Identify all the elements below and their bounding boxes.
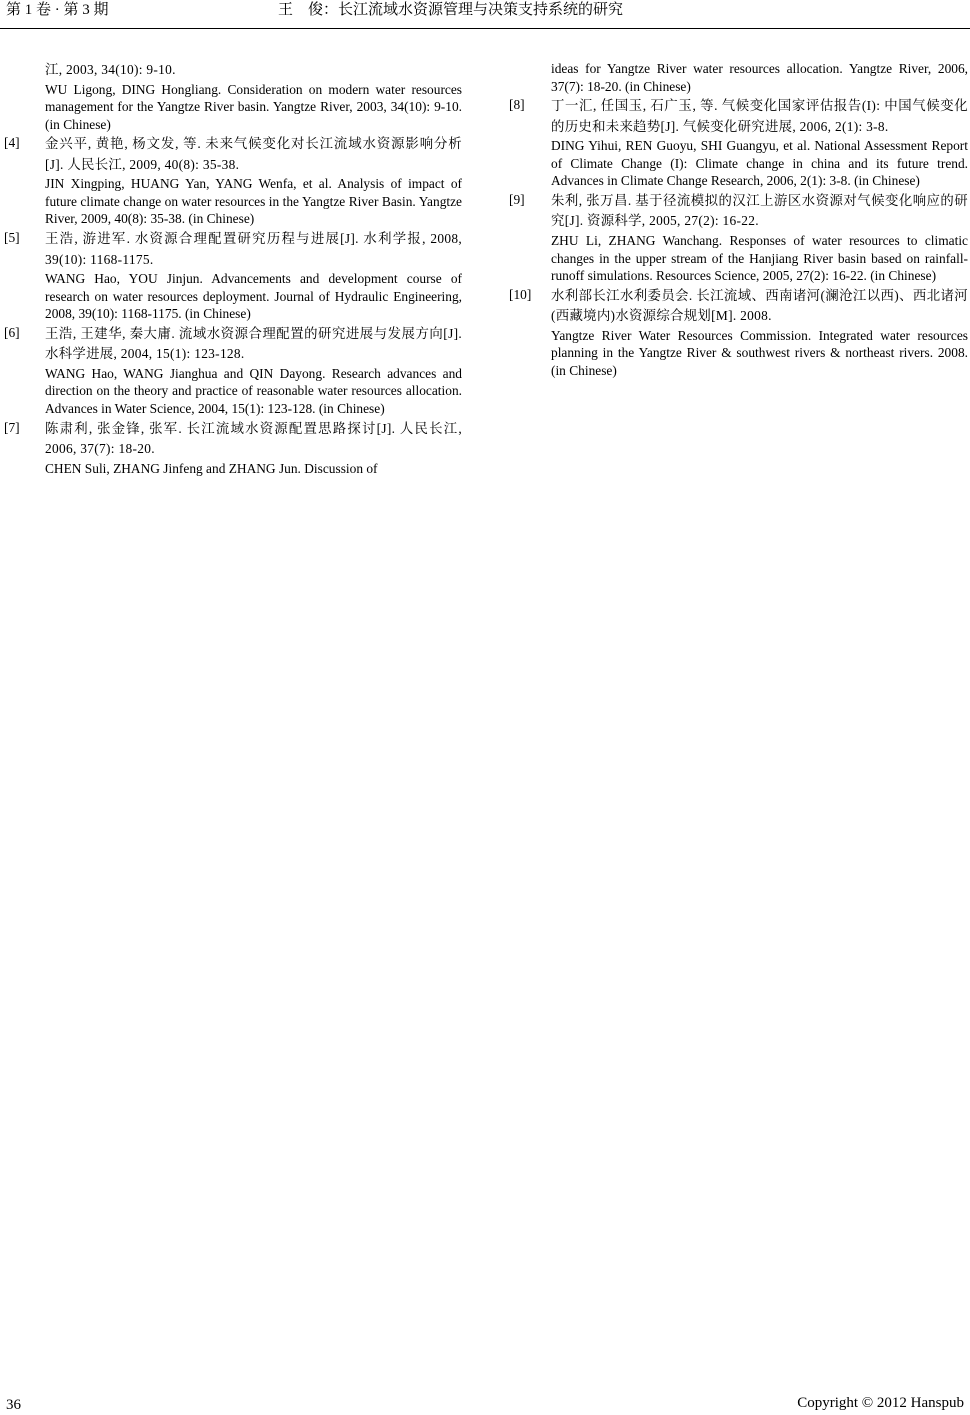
reference-chinese-text: 陈肃利, 张金锋, 张军. 长江流域水资源配置思路探讨[J]. 人民长江, 2006, 37(7): 18-20. bbox=[45, 420, 462, 457]
reference-chinese-text: 朱利, 张万昌. 基于径流模拟的汉江上游区水资源对气候变化响应的研究[J]. 资源科学, 2005, 27(2): 16-22. bbox=[551, 192, 968, 229]
reference-number: [5] bbox=[4, 230, 20, 246]
reference-english-text: DING Yihui, REN Guoyu, SHI Guangyu, et al. National Assessment Report of Climate Change (I): Climate change in china and its future trend. Advances in Climate Change Research, 2006, 2(1): 3-8. (in Chinese) bbox=[551, 138, 968, 189]
reference-number: [10] bbox=[509, 286, 532, 302]
reference-chinese-text: 王浩, 王建华, 秦大庸. 流域水资源合理配置的研究进展与发展方向[J]. 水科学进展, 2004, 15(1): 123-128. bbox=[45, 325, 462, 362]
reference-chinese-text: 丁一汇, 任国玉, 石广玉, 等. 气候变化国家评估报告(I): 中国气候变化的历史和未来趋势[J]. 气候变化研究进展, 2006, 2(1): 3-8. bbox=[551, 98, 968, 134]
reference-chinese-text: 江, 2003, 34(10): 9-10. bbox=[45, 62, 176, 77]
page-number: 36 bbox=[6, 1397, 21, 1413]
reference-number: [7] bbox=[4, 419, 20, 435]
journal-volume-issue: 第 1 卷 · 第 3 期 bbox=[6, 2, 109, 18]
reference-item bbox=[508, 286, 968, 380]
reference-english-text: Yangtze River Water Resources Commission. Integrated water resources planning in the Yangtze River & southwest rivers & northeast rivers. 2008. (in Chinese) bbox=[551, 327, 968, 378]
reference-number: [8] bbox=[509, 97, 525, 113]
reference-item bbox=[0, 134, 462, 228]
reference-number: [9] bbox=[509, 191, 525, 207]
reference-item bbox=[508, 96, 968, 190]
running-title: 王 俊：长江流域水资源管理与决策支持系统的研究 bbox=[278, 2, 624, 18]
reference-english-text: JIN Xingping, HUANG Yan, YANG Wenfa, et al. Analysis of impact of future climate change on water resources in the Yangtze River Basin. Yangtze River, 2009, 40(8): 35-38. (in Chinese) bbox=[45, 176, 462, 227]
copyright-notice: Copyright © 2012 Hanspub bbox=[797, 1395, 964, 1411]
right-column bbox=[508, 60, 968, 381]
reference-number: [6] bbox=[4, 324, 20, 340]
reference-number: [4] bbox=[4, 135, 20, 151]
reference-item bbox=[0, 324, 462, 418]
running-header bbox=[0, 0, 970, 29]
reference-item bbox=[508, 191, 968, 285]
reference-continued bbox=[0, 60, 462, 133]
left-column bbox=[0, 60, 462, 478]
reference-chinese-text: 王浩, 游进军. 水资源合理配置研究历程与进展[J]. 水利学报, 2008, 39(10): 1168-1175. bbox=[45, 231, 462, 267]
reference-chinese-text: 金兴平, 黄艳, 杨文发, 等. 未来气候变化对长江流域水资源影响分析[J]. 人民长江, 2009, 40(8): 35-38. bbox=[45, 136, 462, 172]
reference-english-text: ideas for Yangtze River water resources allocation. Yangtze River, 2006, 37(7): 18-20. (in Chinese) bbox=[551, 61, 968, 94]
reference-item bbox=[0, 229, 462, 323]
reference-chinese-text: 水利部长江水利委员会. 长江流域、西南诸河(澜沧江以西)、西北诸河(西藏境内)水资源综合规划[M]. 2008. bbox=[551, 287, 968, 324]
reference-item bbox=[0, 419, 462, 478]
reference-english-text: WU Ligong, DING Hongliang. Consideration on modern water resources management for the Yangtze River basin. Yangtze River, 2003, 34(10): 9-10. (in Chinese) bbox=[45, 81, 462, 132]
reference-english-text: CHEN Suli, ZHANG Jinfeng and ZHANG Jun. Discussion of bbox=[45, 460, 378, 476]
reference-continued bbox=[508, 60, 968, 95]
reference-english-text: WANG Hao, WANG Jianghua and QIN Dayong. Research advances and direction on the theory and practice of reasonable water resources allocation. Advances in Water Science, 2004, 15(1): 123-128. (in Chinese) bbox=[45, 365, 462, 417]
reference-english-text: ZHU Li, ZHANG Wanchang. Responses of water resources to climatic changes in the upper stream of the Hanjiang River basin based on rainfall-runoff simulations. Resources Science, 2005, 27(2): 16-22. (in Chinese) bbox=[551, 232, 968, 284]
reference-english-text: WANG Hao, YOU Jinjun. Advancements and development course of research on water resources deployment. Journal of Hydraulic Engineering, 2008, 39(10): 1168-1175. (in Chinese) bbox=[45, 271, 462, 322]
